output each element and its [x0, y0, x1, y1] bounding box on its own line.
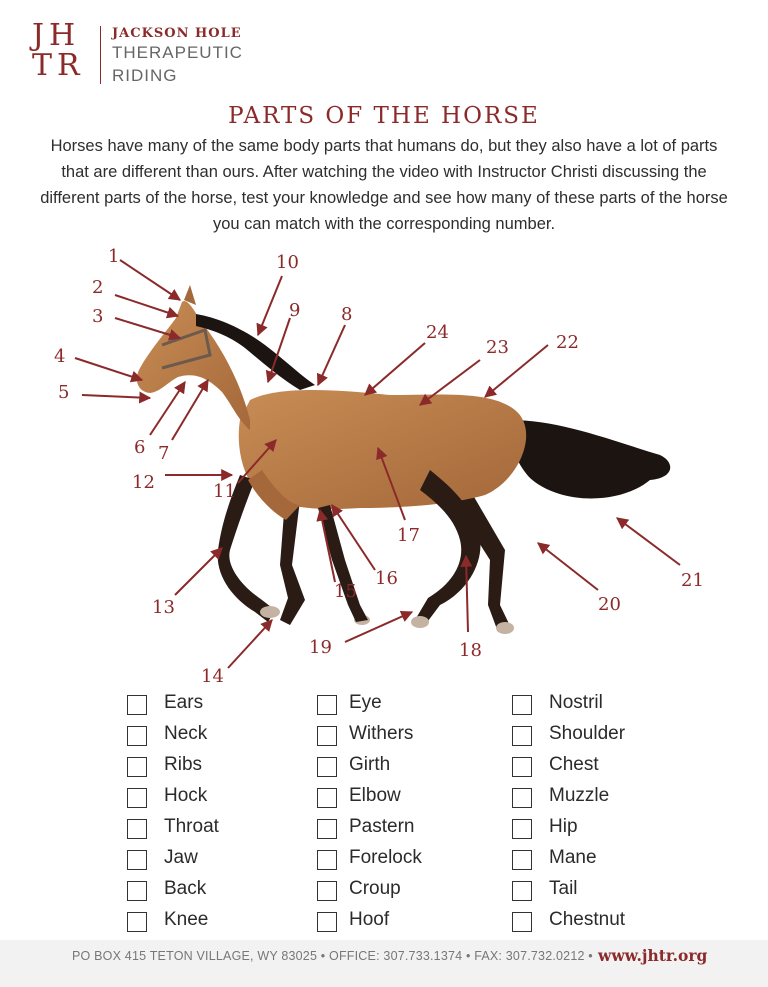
- checklist-label: Mane: [549, 847, 597, 868]
- callout-8: 8: [341, 304, 353, 325]
- checklist-label: Girth: [349, 754, 391, 775]
- checkbox[interactable]: [317, 912, 337, 932]
- checklist-label: Jaw: [164, 847, 198, 868]
- callout-24: 24: [426, 322, 449, 343]
- checkbox[interactable]: [512, 757, 532, 777]
- checklist-label: Hip: [549, 816, 578, 837]
- arrow-14: [228, 620, 272, 668]
- checklist-label: Withers: [349, 723, 414, 744]
- checklist-label: Neck: [164, 723, 208, 744]
- checklist-label: Forelock: [349, 847, 422, 868]
- callout-12: 12: [132, 472, 155, 493]
- arrow-4: [75, 358, 142, 380]
- horse-hoof: [411, 616, 429, 628]
- callout-17: 17: [397, 525, 420, 546]
- footer: [0, 940, 768, 987]
- checkbox[interactable]: [317, 819, 337, 839]
- checklist-label: Eye: [349, 692, 382, 713]
- checkbox[interactable]: [512, 695, 532, 715]
- arrow-5: [82, 395, 150, 398]
- callout-20: 20: [598, 594, 621, 615]
- checkbox[interactable]: [317, 726, 337, 746]
- checklist-label: Ears: [164, 692, 204, 713]
- checklist-label: Ribs: [164, 754, 203, 775]
- logo-divider: [100, 26, 101, 84]
- arrow-21: [617, 518, 680, 565]
- checkbox[interactable]: [127, 850, 147, 870]
- checkbox[interactable]: [127, 912, 147, 932]
- logo-mark-line2: TR: [32, 48, 85, 83]
- callout-1: 1: [108, 246, 120, 267]
- logo-mark: [32, 18, 85, 83]
- checkbox[interactable]: [127, 788, 147, 808]
- logo-line2: THERAPEUTIC: [112, 43, 243, 62]
- callout-15: 15: [334, 581, 357, 602]
- checkbox[interactable]: [127, 881, 147, 901]
- arrow-7: [172, 380, 208, 440]
- page-title: PARTS OF THE HORSE: [228, 103, 540, 129]
- checklist-label: Hock: [164, 785, 208, 806]
- checklist-label: Chest: [549, 754, 599, 775]
- callout-16: 16: [375, 568, 398, 589]
- callout-10: 10: [276, 252, 299, 273]
- callout-5: 5: [58, 382, 70, 403]
- checklist-label: Croup: [349, 878, 401, 899]
- checkbox[interactable]: [512, 788, 532, 808]
- checkbox[interactable]: [317, 881, 337, 901]
- horse-tail: [510, 420, 670, 499]
- arrow-8: [318, 325, 345, 385]
- checklist-label: Knee: [164, 909, 209, 930]
- callout-4: 4: [54, 346, 66, 367]
- horse-hoof: [496, 622, 514, 634]
- checklist-label: Elbow: [349, 785, 401, 806]
- checkbox[interactable]: [127, 726, 147, 746]
- callout-11: 11: [213, 481, 236, 502]
- arrow-24: [365, 343, 425, 395]
- checklist-label: Chestnut: [549, 909, 626, 930]
- callout-22: 22: [556, 332, 579, 353]
- checkbox[interactable]: [127, 695, 147, 715]
- arrow-10: [258, 276, 282, 335]
- checkbox[interactable]: [512, 912, 532, 932]
- callout-18: 18: [459, 640, 482, 661]
- callout-3: 3: [92, 306, 104, 327]
- horse-illustration: [137, 285, 670, 634]
- arrow-1: [120, 260, 180, 300]
- logo: [32, 18, 292, 92]
- callout-23: 23: [486, 337, 509, 358]
- horse-far-foreleg: [280, 500, 305, 625]
- checkbox[interactable]: [127, 757, 147, 777]
- checklist-label: Shoulder: [549, 723, 626, 744]
- callout-19: 19: [309, 637, 332, 658]
- checklist-label: Throat: [164, 816, 219, 837]
- checkbox[interactable]: [317, 695, 337, 715]
- horse-diagram: [0, 238, 768, 688]
- checkbox[interactable]: [127, 819, 147, 839]
- checklist-label: Nostril: [549, 692, 603, 713]
- callout-6: 6: [134, 437, 146, 458]
- callout-2: 2: [92, 277, 104, 298]
- checkbox[interactable]: [317, 757, 337, 777]
- callout-7: 7: [158, 443, 170, 464]
- checklist-label: Back: [164, 878, 207, 899]
- checkbox[interactable]: [512, 819, 532, 839]
- intro-paragraph: Horses have many of the same body parts that humans do, but they also have a lot of parts that are different than ours. After watching the video with Instructor Christi discussing the different parts of the horse, test your knowledge and see how many of these parts of the horse you can match with the corresponding number.: [40, 137, 728, 233]
- checklist-label: Muzzle: [549, 785, 610, 806]
- checklist-label: Hoof: [349, 909, 390, 930]
- checkbox[interactable]: [317, 788, 337, 808]
- horse-body: [239, 390, 526, 509]
- checklist-label: Pastern: [349, 816, 415, 837]
- arrow-2: [115, 295, 178, 316]
- callout-14: 14: [201, 666, 224, 687]
- checkbox[interactable]: [512, 850, 532, 870]
- logo-line1: JACKSON HOLE: [112, 26, 242, 41]
- checkbox[interactable]: [512, 726, 532, 746]
- checkbox[interactable]: [317, 850, 337, 870]
- callout-21: 21: [681, 570, 704, 591]
- arrow-13: [175, 548, 222, 595]
- callout-9: 9: [289, 300, 301, 321]
- logo-mark-line1: JH: [32, 18, 81, 53]
- horse-hoof: [260, 606, 280, 618]
- logo-line3: RIDING: [112, 66, 178, 85]
- arrow-20: [538, 543, 598, 590]
- footer-contact: PO BOX 415 TETON VILLAGE, WY 83025 • OFFICE: 307.733.1374 • FAX: 307.732.0212 •: [72, 949, 593, 963]
- checklist-label: Tail: [549, 878, 578, 899]
- footer-website-link[interactable]: www.jhtr.org: [598, 946, 708, 965]
- checkbox[interactable]: [512, 881, 532, 901]
- parts-checklist: [127, 690, 687, 940]
- horse-neck-head: [137, 301, 250, 430]
- callout-13: 13: [152, 597, 175, 618]
